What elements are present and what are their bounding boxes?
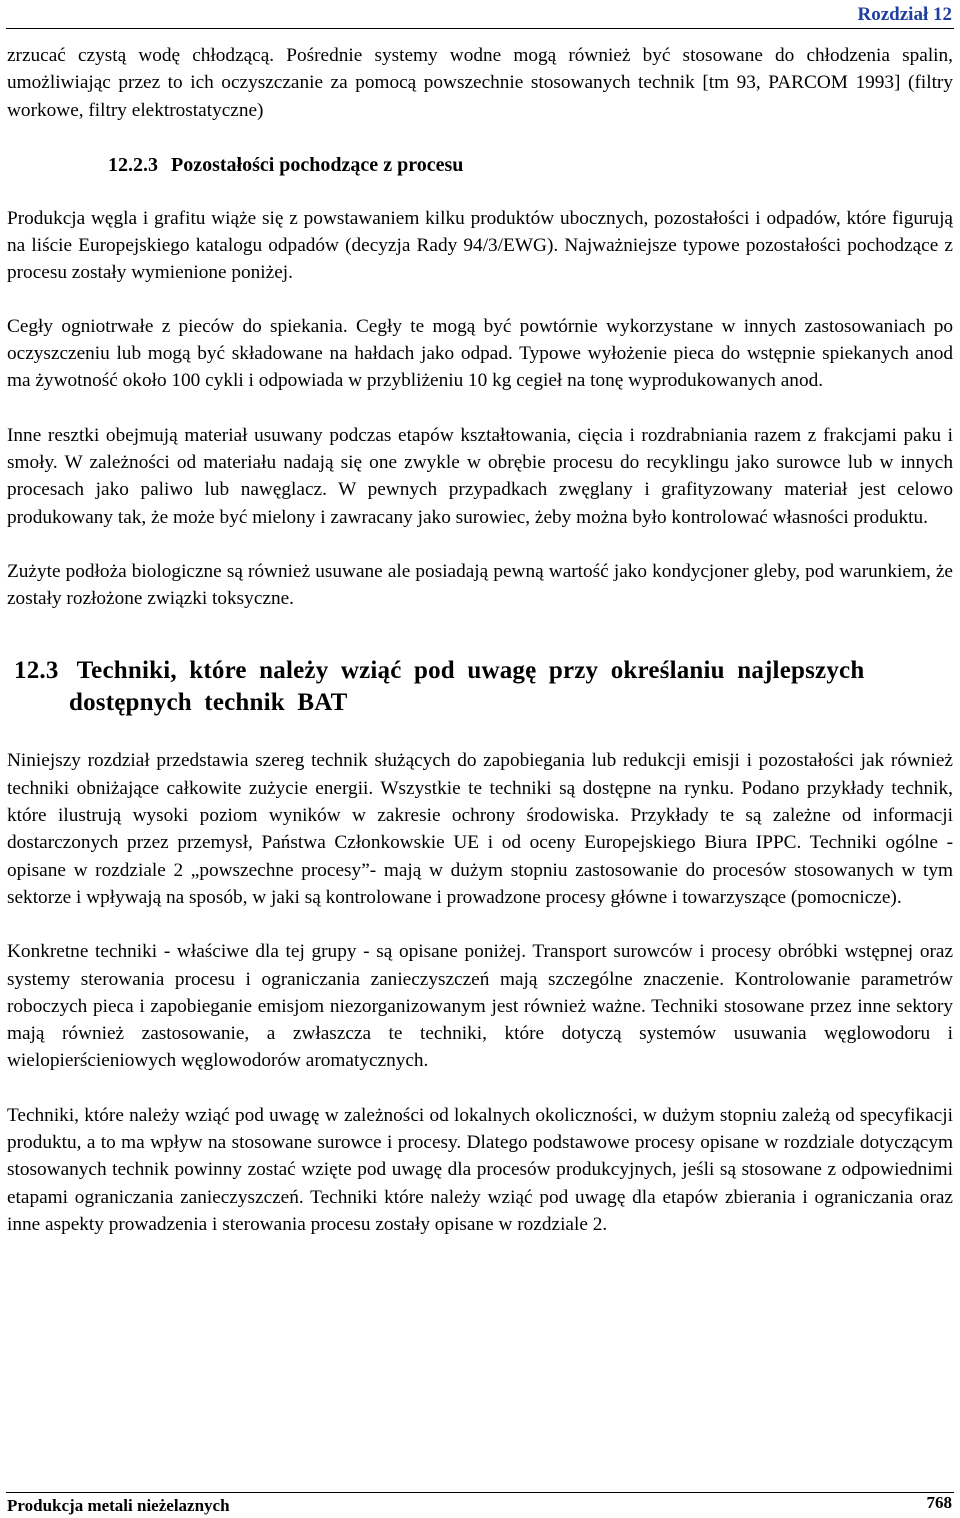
section-heading-12-3 — [7, 655, 953, 719]
footer-document-title: Produkcja metali nieżelaznych — [7, 1496, 230, 1515]
subsection-heading-12-2-3 — [7, 152, 953, 178]
paragraph: Techniki, które należy wziąć pod uwagę w zależności od lokalnych okoliczności, w dużym stopniu zależą od specyfikacji produktu, a to ma wpływ na stosowane surowce i procesy. Dlatego podstawowe procesy opisane w rozdziale dotyczącym stosowanych technik powinny zostać wzięte pod uwagę dla procesów produkcyjnych, jeśli są stosowane z odpowiednimi etapami ograniczania zanieczyszczeń. Techniki które należy wziąć pod uwagę dla etapów zbierania i ograniczania oraz inne aspekty prowadzenia i sterowania procesu zostały opisane w rozdziale 2. — [7, 1104, 953, 1235]
paragraph: Niniejszy rozdział przedstawia szereg technik służących do zapobiegania lub redukcji emisji i pozostałości jak również techniki obniżające całkowite zużycie energii. Wszystkie te techniki są dostępne na rynku. Podano przykłady technik, które ilustrują wysoki poziom wyników w zakresie ochrony środowiska. Przykłady te są zależne od informacji dostarczonych przez przemysł, Państwa Członkowskie UE i od oceny Europejskiego Biura IPPC. Techniki ogólne - opisane w rozdziale 2 „powszechne procesy”- mają w dużym stopniu zastosowanie do procesów stosowanych w tym sektorze i wpływają na sposób, w jaki są kontrolowane i prowadzone procesy główne i towarzyszące (pomocnicze). — [7, 750, 953, 908]
paragraph-continuation: zrzucać czystą wodę chłodzącą. Pośrednie systemy wodne mogą również być stosowane do chłodzenia spalin, umożliwiając przez to ich oczyszczanie za pomocą powszechnie stosowanych technik [tm 93, PARCOM 1993] (filtry workowe, filtry elektrostatyczne) — [7, 45, 953, 121]
paragraph: Cegły ogniotrwałe z pieców do spiekania. Cegły te mogą być powtórnie wykorzystane w innych zastosowaniach po oczyszczeniu lub mogą być składowane na hałdach jako odpad. Typowe wyłożenie pieca do wstępnie spiekanych anod ma żywotność około 100 cykli i odpowiada w przybliżeniu 10 kg cegieł na tonę wyprodukowanych anod. — [7, 315, 953, 392]
paragraph: Konkretne techniki - właściwe dla tej grupy - są opisane poniżej. Transport surowców i procesy obróbki wstępnej oraz systemy sterowania procesu i ograniczania zanieczyszczeń mają szczególne znaczenie. Kontrolowanie parametrów roboczych pieca i zapobieganie emisjom niezorganizowanym jest również ważne. Techniki stosowane przez inne sektory mają również zastosowanie, a zwłaszcza te techniki, które dotyczą systemów usuwania węglowodoru i wielopierścieniowych węglowodorów aromatycznych. — [7, 941, 953, 1072]
page-number: 768 — [926, 1493, 952, 1512]
paragraph: Zużyte podłoża biologiczne są również usuwane ale posiadają pewną wartość jako kondycjoner gleby, pod warunkiem, że zostały rozłożone związki toksyczne. — [7, 560, 953, 610]
header-rule — [6, 28, 954, 29]
section-number: 12.3 — [14, 657, 59, 685]
subsection-title: Pozostałości pochodzące z procesu — [171, 153, 464, 176]
running-head-chapter: Rozdział 12 — [857, 4, 952, 25]
paragraph: Produkcja węgla i grafitu wiąże się z powstawaniem kilku produktów ubocznych, pozostałości i odpadów, które figurują na liście Europejskiego katalogu odpadów (decyzja Rady 94/3/EWG). Najważniejsze typowe pozostałości pochodzące z procesu zostały wymienione poniżej. — [7, 207, 953, 284]
footer-rule — [6, 1492, 954, 1493]
section-title: Techniki, które należy wziąć pod uwagę przy określaniu najlepszych dostępnych technik BAT — [69, 657, 865, 717]
subsection-number: 12.2.3 — [108, 153, 158, 176]
page-content — [7, 42, 953, 1238]
paragraph: Inne resztki obejmują materiał usuwany podczas etapów kształtowania, cięcia i rozdrabniania razem z frakcjami paku i smoły. W zależności od materiału nadają się one zwykle w obrębie procesu do recyklingu jako surowce lub w innych procesach jako paliwo lub nawęglacz. W pewnych przypadkach zwęglany i grafityzowany materiał jest celowo produkowany tak, że może być mielony i zawracany jako surowiec, żeby można było kontrolować własności produktu. — [7, 424, 953, 528]
